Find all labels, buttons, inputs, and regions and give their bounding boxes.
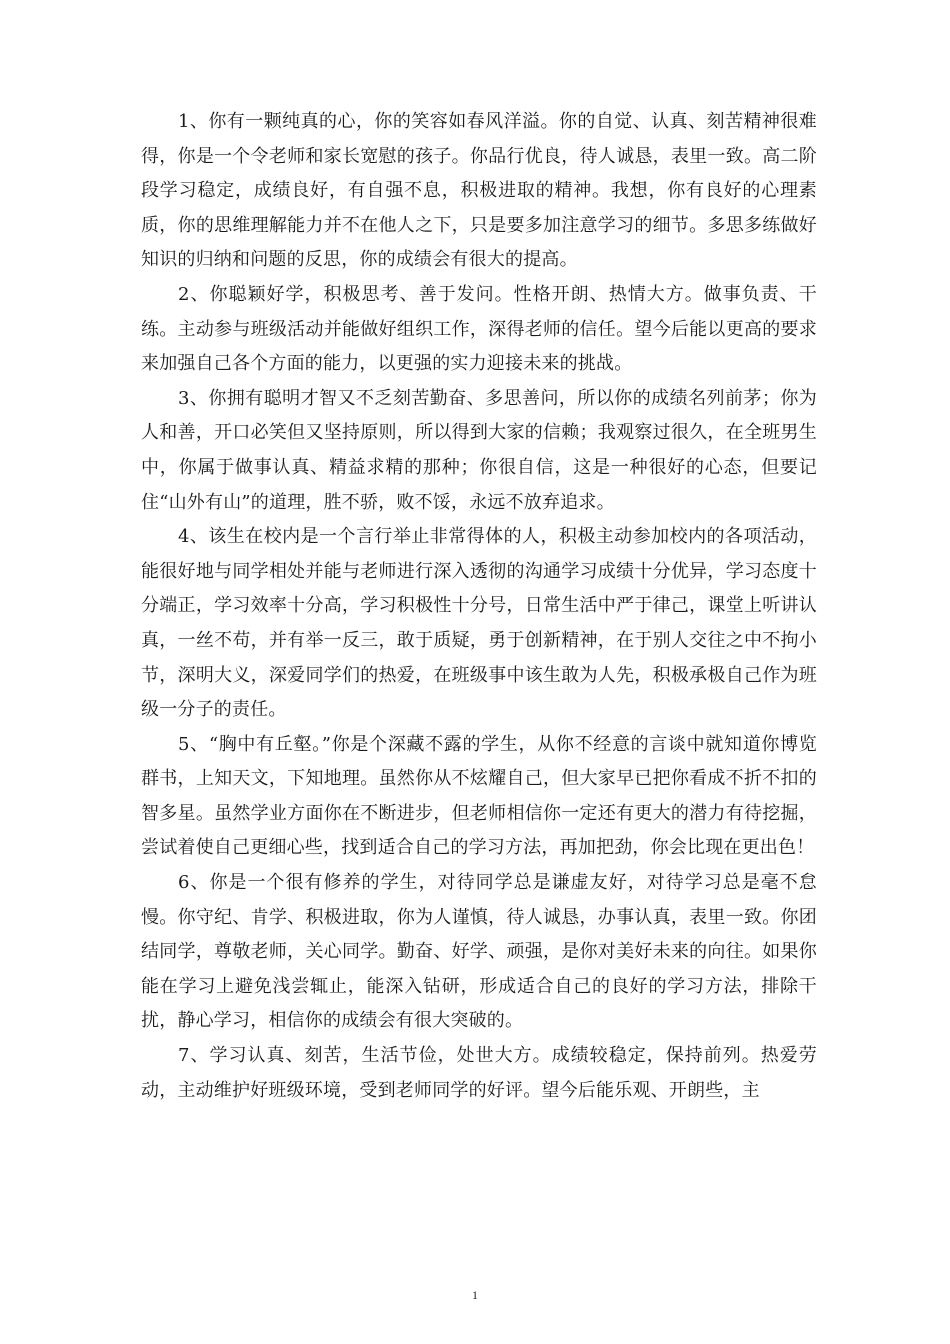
page-number: 1: [472, 1288, 478, 1302]
paragraph-2: 2、你聪颖好学，积极思考、善于发问。性格开朗、热情大方。做事负责、干练。主动参与班级活动并能做好组织工作，深得老师的信任。望今后能以更高的要求来加强自己各个方面的能力，以更强的实力迎接未来的挑战。: [141, 283, 817, 375]
paragraph-4: 4、该生在校内是一个言行举止非常得体的人，积极主动参加校内的各项活动，能很好地与同学相处并能与老师进行深入透彻的沟通学习成绩十分优异，学习态度十分端正，学习效率十分高，学习积极性十分号，日常生活中严于律己，课堂上听讲认真，一丝不苟，并有举一反三，敢于质疑，勇于创新精神，在于别人交往之中不拘小节，深明大义，深爱同学们的热爱，在班级事中该生敢为人先，积极承极自己作为班级一分子的责任。: [141, 526, 817, 721]
paragraph-7: 7、学习认真、刻苦，生活节俭，处世大方。成绩较稳定，保持前列。热爱劳动，主动维护好班级环境，受到老师同学的好评。望今后能乐观、开朗些，主: [141, 1045, 817, 1101]
paragraph-6: 6、你是一个很有修养的学生，对待同学总是谦虚友好，对待学习总是毫不怠慢。你守纪、肯学、积极进取，你为人谨慎，待人诚恳，办事认真，表里一致。你团结同学，尊敬老师，关心同学。勤奋、好学、顽强，是你对美好未来的向往。如果你能在学习上避免浅尝辄止，能深入钻研，形成适合自己的良好的学习方法，排除干扰，静心学习，相信你的成绩会有很大突破的。: [141, 872, 817, 1032]
paragraph-5: 5、“胸中有丘壑。”你是个深藏不露的学生，从你不经意的言谈中就知道你博览群书，上知天文，下知地理。虽然你从不炫耀自己，但大家早已把你看成不折不扣的智多星。虽然学业方面你在不断进步，但老师相信你一定还有更大的潜力有待挖掘，尝试着使自己更细心些，找到适合自己的学习方法，再加把劲，你会比现在更出色！: [141, 733, 817, 859]
paragraph-3: 3、你拥有聪明才智又不乏刻苦勤奋、多思善问，所以你的成绩名列前茅；你为人和善，开口必笑但又坚持原则，所以得到大家的信赖；我观察过很久，在全班男生中，你属于做事认真、精益求精的那种；你很自信，这是一种很好的心态，但要记住“山外有山”的道理，胜不骄，败不馁，永远不放弃追求。: [141, 387, 817, 513]
document-body: [141, 105, 817, 1108]
paragraph-1: 1、你有一颗纯真的心，你的笑容如春风洋溢。你的自觉、认真、刻苦精神很难得，你是一个令老师和家长宽慰的孩子。你品行优良，待人诚恳，表里一致。高二阶段学习稳定，成绩良好，有自强不息，积极进取的精神。我想，你有良好的心理素质，你的思维理解能力并不在他人之下，只是要多加注意学习的细节。多思多练做好知识的归纳和问题的反思，你的成绩会有很大的提高。: [141, 111, 817, 271]
